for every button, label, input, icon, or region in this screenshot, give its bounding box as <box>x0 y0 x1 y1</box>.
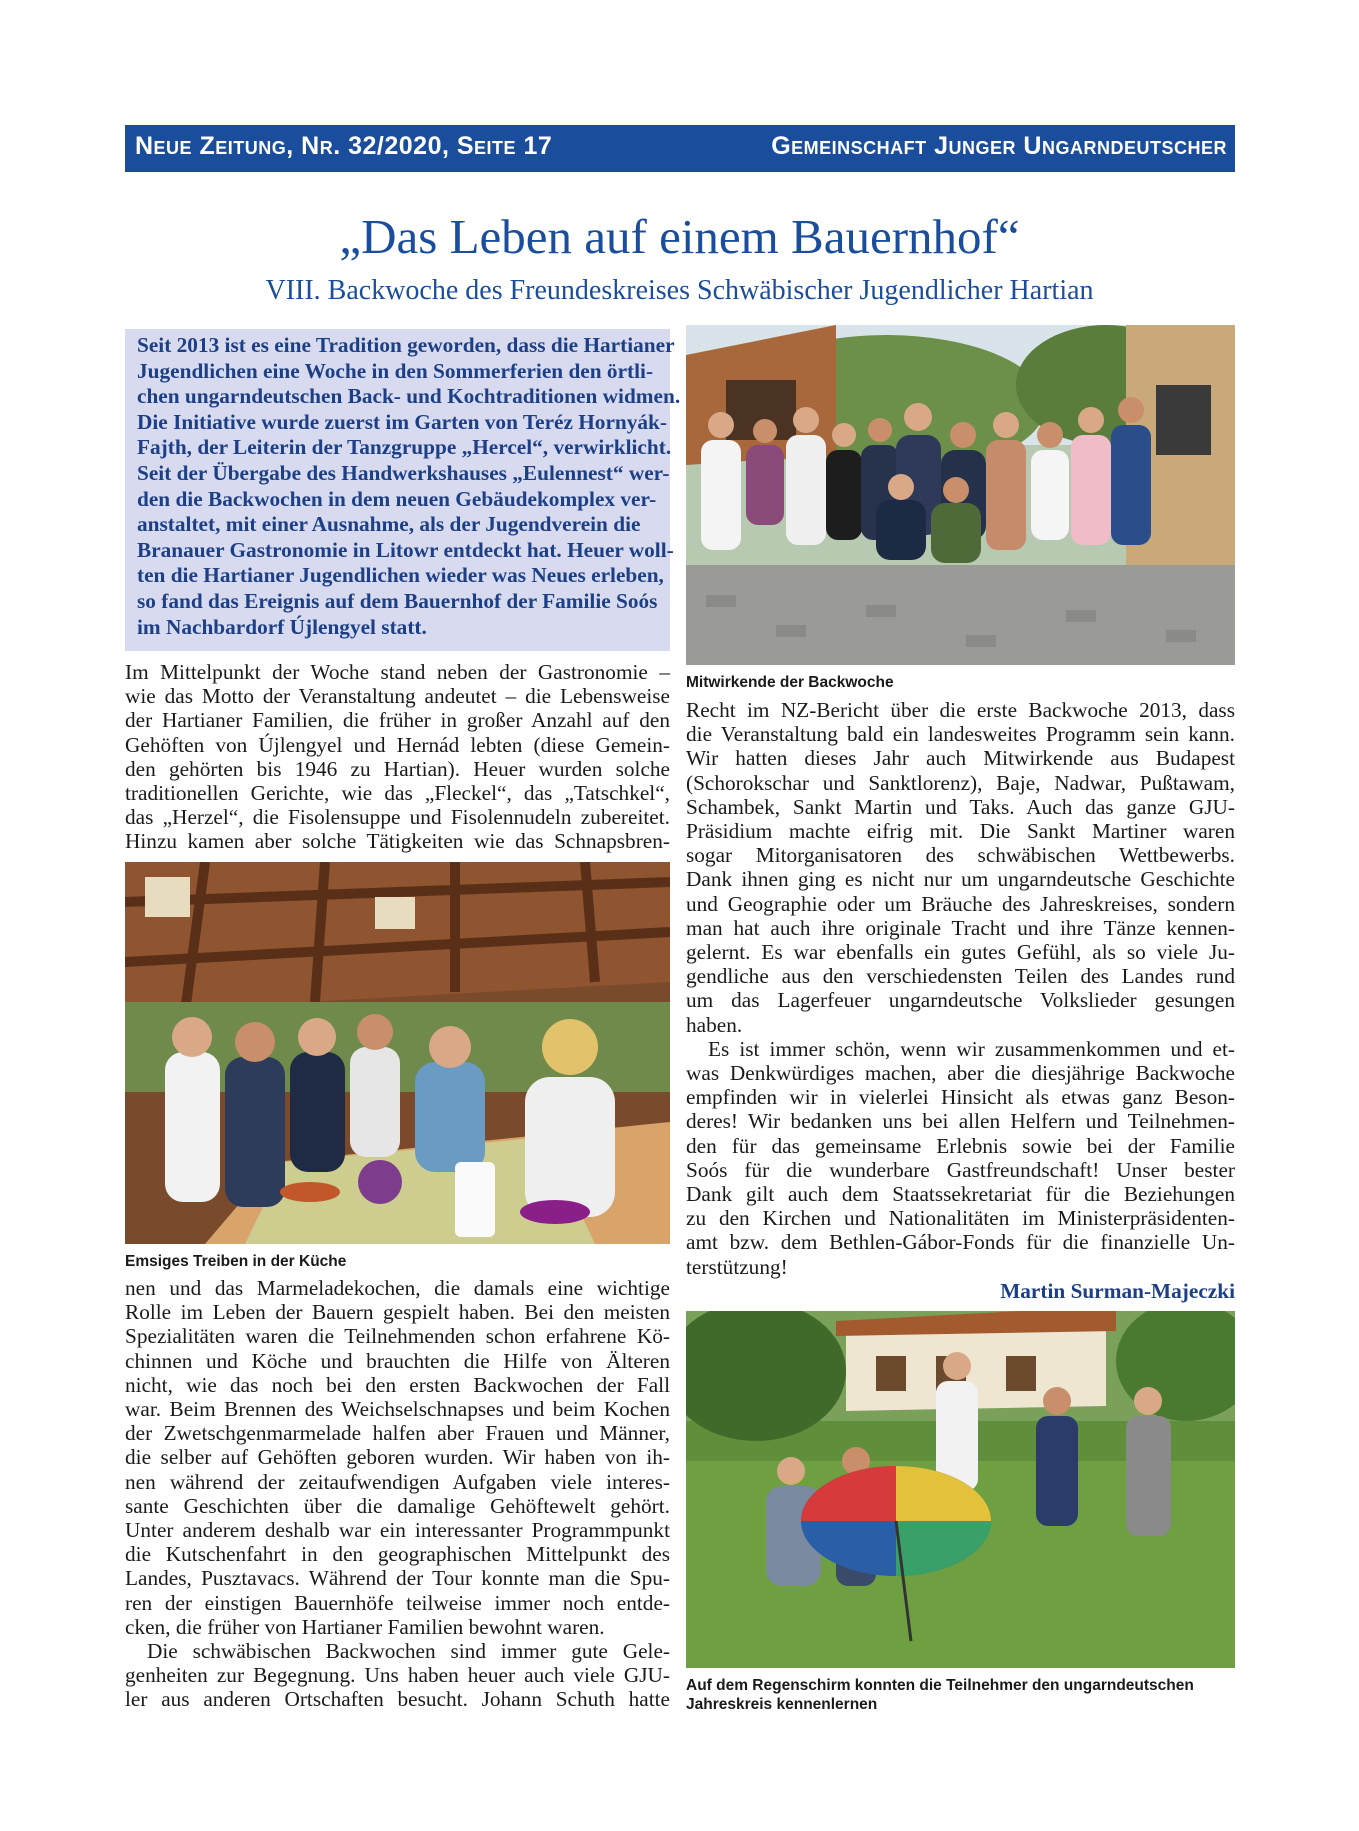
text-line: nicht, wie das noch bei den ersten Backwochen der Fall <box>125 1372 670 1397</box>
intro-line: Seit der Übergabe des Handwerkshauses „Eulennest“ wer- <box>137 460 670 485</box>
article-author: Martin Surman-Majeczki <box>1000 1279 1235 1303</box>
text-line: der Zwetschgenmarmelade halfen aber Frauen und Männer, <box>125 1421 670 1446</box>
text-line: sogar Mitorganisatoren des schwäbischen Wettbewerbs. <box>686 843 1235 868</box>
intro-line: Fajth, der Leiterin der Tanzgruppe „Hercel“, verwirklicht. <box>137 435 672 460</box>
text-line: terstützung! <box>686 1254 788 1279</box>
text-line: sante Geschichten über die damalige Gehöftewelt gehört. <box>125 1493 670 1518</box>
text-line: Schambek, Sankt Martin und Taks. Auch das ganze GJU- <box>686 794 1235 819</box>
group-photo <box>686 325 1235 665</box>
text-line: nen während der zeitaufwendigen Aufgaben viele interes- <box>125 1469 670 1494</box>
text-line: was Denkwürdiges machen, aber die diesjährige Backwoche <box>686 1061 1235 1086</box>
text-line: und Geographie oder um Bräuche des Jahreskreises, sondern <box>686 891 1235 916</box>
text-line: Wir hatten dieses Jahr auch Mitwirkende aus Budapest <box>686 746 1235 771</box>
left-column-text-bottom <box>125 1276 670 1712</box>
text-line: ren der einstigen Bauernhöfe teilweise immer noch entde- <box>125 1590 670 1615</box>
group-photo-image <box>686 325 1235 665</box>
text-line: deres! Wir bedanken uns bei allen Helfern und Teilnehmen- <box>686 1109 1235 1134</box>
header-section: Gemeinschaft Junger Ungarndeutscher <box>771 132 1227 160</box>
text-line: gendliche aus den verschiedensten Teilen des Landes rund <box>686 964 1235 989</box>
text-line: zu den Kirchen und Nationalitäten im Ministerpräsidenten- <box>686 1206 1235 1231</box>
text-line: die Veranstaltung bald ein landesweites Programm sein kann. <box>686 722 1235 747</box>
article-subtitle: VIII. Backwoche des Freundeskreises Schwäbischer Jugendlicher Hartian <box>265 275 1094 306</box>
text-line: war. Beim Brennen des Weichselschnapses und beim Kochen <box>125 1397 670 1422</box>
text-line: Es ist immer schön, wenn wir zusammenkommen und et- <box>708 1036 1235 1061</box>
text-line: das „Herzel“, die Fisolensuppe und Fisolennudeln zubereitet. <box>125 805 670 830</box>
group-photo-caption: Mitwirkende der Backwoche <box>686 674 894 691</box>
right-column-text <box>686 698 1235 1279</box>
text-line: der Hartianer Familien, die früher in großer Anzahl auf den <box>125 708 670 733</box>
intro-line: Jugendlichen eine Woche in den Sommerferien den örtli- <box>137 358 654 383</box>
intro-box <box>125 329 681 651</box>
intro-line: chen ungarndeutschen Back- und Kochtraditionen widmen. <box>137 384 681 409</box>
text-line: wie das Motto der Veranstaltung andeutet – die Lebensweise <box>125 684 670 709</box>
article-title: „Das Leben auf einem Bauernhof“ <box>339 209 1020 264</box>
text-line: Spezialitäten waren die Teilnehmenden schon erfahrene Kö- <box>125 1324 670 1349</box>
text-line: empfinden wir in vielerlei Hinsicht als etwas ganz Beson- <box>686 1085 1235 1110</box>
text-line: traditionellen Gerichte, wie das „Fleckel“, das „Tatschkel“, <box>125 781 670 806</box>
text-line: den für das gemeinsame Erlebnis sowie bei der Familie <box>686 1133 1235 1158</box>
umbrella-photo-caption-line2: Jahreskreis kennenlernen <box>686 1696 878 1713</box>
text-line: Unter anderem deshalb war ein interessanter Programmpunkt <box>125 1518 670 1543</box>
text-line: die Kutschenfahrt in den geographischen Mittelpunkt des <box>125 1542 670 1567</box>
left-column-text-top <box>125 660 670 854</box>
text-line: Soós für die wunderbare Gastfreundschaft! Unser bester <box>686 1157 1235 1182</box>
text-line: amt bzw. dem Bethlen-Gábor-Fonds für die finanzielle Un- <box>686 1230 1235 1255</box>
text-line: haben. <box>686 1012 743 1037</box>
text-line: nen und das Marmeladekochen, die damals eine wichtige <box>125 1276 670 1300</box>
kitchen-photo-caption: Emsiges Treiben in der Küche <box>125 1253 347 1270</box>
page-header-band <box>125 125 1235 172</box>
text-line: Im Mittelpunkt der Woche stand neben der Gastronomie – <box>125 660 670 684</box>
text-line: die selber auf Gehöften geboren wurden. Wir haben von ih- <box>125 1445 670 1470</box>
umbrella-photo <box>686 1311 1235 1668</box>
text-line: cken, die früher von Hartianer Familien bewohnt waren. <box>125 1614 605 1639</box>
text-line: Dank gilt auch dem Staatssekretariat für die Beziehungen <box>686 1182 1235 1207</box>
text-line: Rolle im Leben der Bauern gespielt haben. Bei den meisten <box>125 1300 670 1325</box>
kitchen-photo-image <box>125 862 670 1244</box>
text-line: Dank ihnen ging es nicht nur um ungarndeutsche Geschichte <box>686 867 1235 892</box>
header-publication: Neue Zeitung, Nr. 32/2020, Seite 17 <box>135 132 553 160</box>
text-line: genheiten zur Begegnung. Uns haben heuer auch viele GJU- <box>125 1663 670 1688</box>
text-line: man hat auch ihre originale Tracht und ihre Tänze kennen- <box>686 915 1235 940</box>
intro-line: Seit 2013 ist es eine Tradition geworden, dass die Hartianer <box>137 333 675 357</box>
text-line: Präsidium machte eifrig mit. Die Sankt Martiner waren <box>686 819 1235 844</box>
text-line: Gehöften von Újlengyel und Hernád lebten (diese Gemein- <box>125 732 670 757</box>
intro-line: Die Initiative wurde zuerst im Garten von Teréz Hornyák- <box>137 409 667 434</box>
text-line: (Schorokschar und Sanktlorenz), Baje, Nadwar, Pußtawam, <box>686 770 1235 795</box>
text-line: chinnen und Köche und brauchten die Hilfe von Älteren <box>125 1348 670 1373</box>
intro-line: anstaltet, mit einer Ausnahme, als der Jugendverein die <box>137 512 641 537</box>
intro-line: so fand das Ereignis auf dem Bauernhof der Familie Soós <box>137 588 658 613</box>
intro-line: ten die Hartianer Jugendlichen wieder was Neues erleben, <box>137 563 664 588</box>
text-line: gelernt. Es war ebenfalls ein gutes Gefühl, als so viele Ju- <box>686 940 1235 965</box>
text-line: ler aus anderen Ortschaften besucht. Johann Schuth hatte <box>125 1687 670 1712</box>
intro-line: den die Backwochen in dem neuen Gebäudekomplex ver- <box>137 486 657 511</box>
text-line: um das Lagerfeuer ungarndeutsche Volkslieder gesungen <box>686 988 1235 1013</box>
text-line: den gehörten bis 1946 zu Hartian). Heuer wurden solche <box>125 756 670 781</box>
text-line: Die schwäbischen Backwochen sind immer gute Gele- <box>147 1639 670 1664</box>
umbrella-photo-image <box>686 1311 1235 1668</box>
text-line: Recht im NZ-Bericht über die erste Backwoche 2013, dass <box>686 698 1235 722</box>
text-line: Landes, Pusztavacs. Während der Tour konnte man die Spu- <box>125 1566 670 1591</box>
umbrella-photo-caption-line1: Auf dem Regenschirm konnten die Teilnehmer den ungarndeutschen <box>686 1677 1194 1694</box>
kitchen-photo <box>125 862 670 1244</box>
intro-line: Branauer Gastronomie in Litowr entdeckt hat. Heuer woll- <box>137 537 674 562</box>
text-line: Hinzu kamen aber solche Tätigkeiten wie das Schnapsbren- <box>125 829 670 854</box>
intro-line: im Nachbardorf Újlengyel statt. <box>137 614 427 639</box>
